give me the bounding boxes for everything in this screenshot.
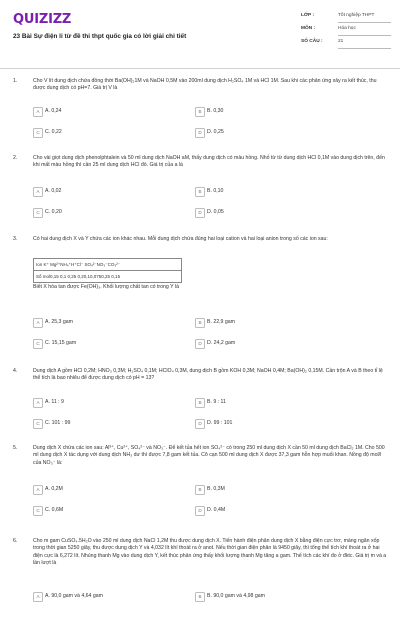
ion-table: [33, 258, 182, 283]
option-letter-box: B: [195, 485, 205, 495]
question-text: Dung dịch A gồm HCl 0,2M; HNO₃ 0,3M; H₂SO₄ 0,1M; HClO₄ 0,3M, dung dịch B gồm KOH 0,3M; NaOH 0,4M; Ba(OH)₂ 0,15M. Cần trộn A và B theo tỉ lệ thể tích là bao nhiêu để được dung dịch có pH = 13?: [33, 368, 383, 382]
answer-options: [33, 187, 323, 217]
option-letter-box: A: [33, 107, 43, 117]
option-letter-box: C: [33, 506, 43, 516]
option-d[interactable]: [195, 506, 335, 516]
header-divider: [0, 68, 400, 69]
option-letter-box: A: [33, 318, 43, 328]
answer-options: [33, 398, 323, 428]
option-letter-box: A: [33, 592, 43, 602]
option-c[interactable]: [33, 506, 173, 516]
option-a[interactable]: [33, 592, 173, 602]
option-c[interactable]: [33, 208, 173, 218]
option-letter-box: A: [33, 187, 43, 197]
question-number: 4.: [13, 368, 18, 374]
meta-underline: [338, 35, 391, 36]
option-text: B. 0,30: [207, 108, 224, 114]
question-text: Cho V lít dung dịch chứa đồng thời Ba(OH)₂1M và NaOH 0,5M vào 200ml dung dịch H₂SO₄ 1M và HCl 1M. Sau khi các phản ứng xảy ra kết thúc, thu được dung dịch có pH=7. Giá trị V là: [33, 78, 377, 92]
option-text: C. 0,20: [45, 209, 62, 215]
question-number: 5.: [13, 445, 18, 451]
meta-class-row: [301, 13, 391, 26]
option-text: D. 0,05: [207, 209, 224, 215]
option-letter-box: C: [33, 208, 43, 218]
question-text: Có hai dung dịch X và Y chứa các ion khác nhau. Mỗi dung dịch chứa đúng hai loại cation và hai loại anion trong số các ion sau:: [33, 236, 328, 242]
option-letter-box: C: [33, 419, 43, 429]
option-text: A. 90,0 gam và 4,64 gam: [45, 593, 103, 599]
option-b[interactable]: [195, 318, 335, 328]
option-b[interactable]: [195, 398, 335, 408]
option-b[interactable]: [195, 592, 335, 602]
option-text: A. 25,3 gam: [45, 319, 73, 325]
option-letter-box: D: [195, 128, 205, 138]
question-number: 6.: [13, 538, 18, 544]
option-letter-box: B: [195, 318, 205, 328]
option-text: B. 22,9 gam: [207, 319, 235, 325]
meta-underline: [338, 48, 391, 49]
option-letter-box: C: [33, 339, 43, 349]
question-number: 1.: [13, 78, 18, 84]
option-letter-box: D: [195, 419, 205, 429]
worksheet-title: 23 Bài Sự điện li từ đề thi thpt quốc gia có lời giải chi tiết: [13, 33, 187, 40]
option-text: B. 0,10: [207, 188, 224, 194]
subject-label: MÔN :: [301, 26, 316, 31]
option-a[interactable]: [33, 187, 173, 197]
question-text: Cho m gam CuSO₄.5H₂O vào 250 ml dung dịch NaCl 1,2M thu được dung dịch X. Tiến hành điện phân dung dịch X bằng điện cực trơ, màng ngăn xốp trong thời gian 5250 giây, thu được dung dịch Y và 4,032 lít khí thoát ra ở anot. Nếu thời gian điện phân là 9450 giây, thì tổng thể tích khí thoát ra ở hai điện cực là 6,272 lít. Nhúng thanh Mg vào dung dịch Y, kết thúc phản ứng thấy khối lượng thanh Mg tăng a gam. Thể tích các khí đo ở đktc. Giá trị m và a lần lượt là: [33, 538, 387, 566]
option-text: A. 0,2M: [45, 486, 63, 492]
option-text: C. 15,15 gam: [45, 340, 77, 346]
answer-options: [33, 107, 323, 137]
option-letter-box: A: [33, 485, 43, 495]
option-d[interactable]: [195, 419, 335, 429]
option-c[interactable]: [33, 128, 173, 138]
option-b[interactable]: [195, 107, 335, 117]
option-letter-box: B: [195, 398, 205, 408]
option-letter-box: B: [195, 187, 205, 197]
ion-table-values-row: Số mol0,15 0,1 0,25 0,20,10,0750,25 0,15: [34, 270, 181, 282]
option-a[interactable]: [33, 318, 173, 328]
option-d[interactable]: [195, 339, 335, 349]
option-b[interactable]: [195, 187, 335, 197]
answer-options: [33, 318, 323, 348]
answer-options: [33, 592, 323, 622]
question-note: Biết X hòa tan được Fe(OH)₃. Khối lượng chất tan có trong Y là: [33, 284, 180, 290]
option-letter-box: B: [195, 592, 205, 602]
option-b[interactable]: [195, 485, 335, 495]
worksheet-meta: [301, 13, 391, 52]
option-letter-box: C: [33, 128, 43, 138]
class-label: LỚP :: [301, 13, 315, 18]
option-text: D. 0,4M: [207, 507, 226, 513]
worksheet-header: [0, 0, 400, 70]
question-number: 2.: [13, 155, 18, 161]
option-text: B. 0,3M: [207, 486, 225, 492]
meta-count-row: [301, 39, 391, 52]
option-letter-box: D: [195, 208, 205, 218]
option-letter-box: D: [195, 339, 205, 349]
quizizz-logo: QUIZIZZ: [13, 12, 72, 27]
meta-underline: [338, 22, 391, 23]
option-text: C. 101 : 99: [45, 420, 71, 426]
question-number: 3.: [13, 236, 18, 242]
option-letter-box: A: [33, 398, 43, 408]
option-letter-box: D: [195, 506, 205, 516]
option-text: C. 0,22: [45, 129, 62, 135]
option-text: B. 90,0 gam và 4,98 gam: [207, 593, 265, 599]
option-text: A. 0,02: [45, 188, 62, 194]
question-count-value: 21: [338, 39, 344, 44]
meta-subject-row: [301, 26, 391, 39]
option-text: B. 9 : 11: [207, 399, 226, 405]
ion-table-header-row: Ion K⁺ Mg²⁺NH₄⁺H⁺Cl⁻ SO₄²⁻NO₃⁻CO₃²⁻: [36, 262, 121, 267]
option-a[interactable]: [33, 107, 173, 117]
option-text: D. 24,2 gam: [207, 340, 236, 346]
option-text: A. 0,24: [45, 108, 62, 114]
option-letter-box: B: [195, 107, 205, 117]
question-count-label: SỐ CÂU :: [301, 39, 323, 44]
option-d[interactable]: [195, 208, 335, 218]
question-text: Dung dịch X chứa các ion sau: Al³⁺, Cu²⁺, SO₄²⁻ và NO₃⁻. Để kết tủa hết ion SO₄²⁻ có trong 250 ml dung dịch X cần 50 ml dung dịch BaCl₂ 1M. Cho 500 ml dung dịch X tác dụng với dung dịch NH₃ dư thì được 7,8 gam kết tủa. Cô cạn 500 ml dung dịch X được 37,3 gam hỗn hợp muối khan. Nồng độ mol/l của NO₃⁻ là:: [33, 445, 385, 466]
option-a[interactable]: [33, 485, 173, 495]
option-a[interactable]: [33, 398, 173, 408]
option-text: D. 0,25: [207, 129, 224, 135]
option-text: A. 11 : 9: [45, 399, 64, 405]
option-d[interactable]: [195, 128, 335, 138]
option-c[interactable]: [33, 339, 173, 349]
question-text: Cho vài giọt dung dịch phenolphtalein và 50 ml dung dịch NaOH aM, thấy dung dịch có màu hồng. Nhỏ từ từ dung dịch HCl 0,1M vào dung dịch trên, đến khi mất màu hồng thì cần 25 ml dung dịch HCl đó. Giá trị của a là: [33, 155, 385, 169]
option-text: C. 0,6M: [45, 507, 64, 513]
subject-value: Hóa học: [338, 26, 356, 31]
option-c[interactable]: [33, 419, 173, 429]
option-text: D. 99 : 101: [207, 420, 233, 426]
answer-options: [33, 485, 323, 515]
class-value: Tốt nghiệp THPT: [338, 13, 375, 18]
